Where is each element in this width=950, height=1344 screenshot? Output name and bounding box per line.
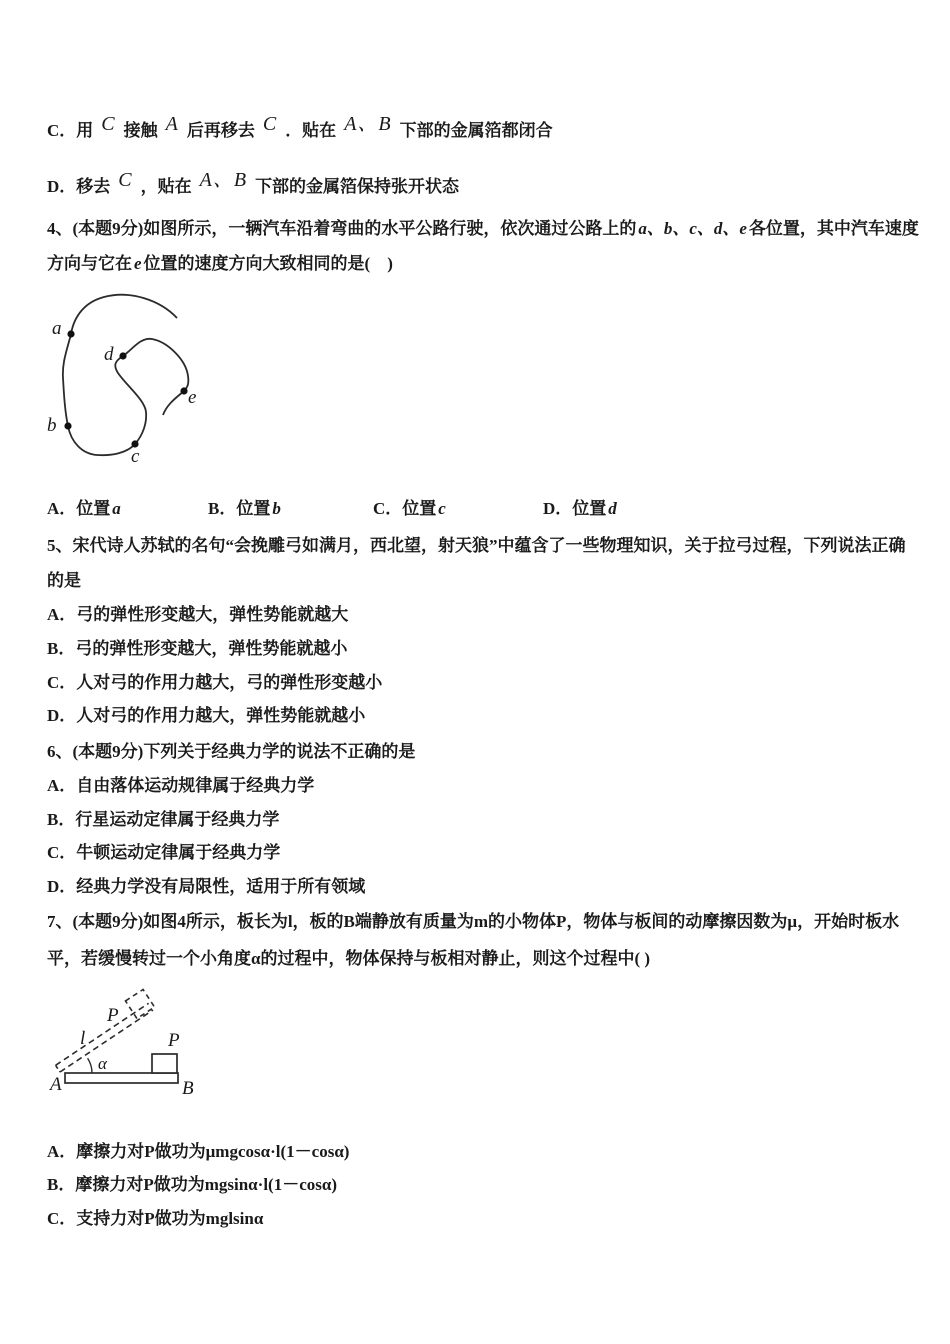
- q5-option-b: B．弓的弹性形变越大，弹性势能就越小: [47, 638, 348, 658]
- block-p-solid: [152, 1054, 177, 1073]
- block-p-dashed: [125, 989, 154, 1018]
- option-text: 位置: [76, 499, 111, 518]
- q4-options: [47, 500, 921, 520]
- q6-option-a: A．自由落体运动规律属于经典力学: [47, 775, 315, 795]
- q7-figure-board-block: [40, 985, 250, 1105]
- option-text: 下部的金属箔保持张开状态: [255, 177, 460, 196]
- label-alpha: α: [98, 1054, 107, 1073]
- variable-b: b: [272, 499, 281, 518]
- option-text: 位置: [402, 499, 437, 518]
- option-label: C．: [47, 121, 77, 140]
- q7-stem: 7、(本题9分)如图4所示，板长为l，板的B端静放有质量为m的小物体P，物体与板间的动摩擦因数为μ，开始时板水平，若缓慢转过一个小角度α的过程中，物体保持与板相对静止，则这个过程中( ): [47, 912, 900, 968]
- option-label: C．: [373, 499, 403, 518]
- variable-ab: A、B: [199, 169, 248, 191]
- variable-c: C: [101, 113, 116, 135]
- q6-option-b: B．行星运动定律属于经典力学: [47, 809, 280, 829]
- stem-text: 位置的速度方向大致相同的是( ): [143, 254, 393, 273]
- q4-option-b: [208, 500, 283, 518]
- q7-options: [47, 1135, 349, 1235]
- variable-c: c: [438, 499, 446, 518]
- q5-options: [47, 598, 382, 733]
- option-text: 接触: [123, 121, 158, 140]
- q4-option-c: [373, 500, 448, 518]
- q5-stem: 5、宋代诗人苏轼的名句“会挽雕弓如满月，西北望，射天狼”中蕴含了一些物理知识，关于拉弓过程，下列说法正确的是: [47, 536, 906, 590]
- q6-option-c: C．牛顿运动定律属于经典力学: [47, 843, 281, 863]
- option-text: 移去: [76, 177, 111, 196]
- q5-option-a: A．弓的弹性形变越大，弹性势能就越大: [47, 605, 349, 624]
- q5-option-c: C．人对弓的作用力越大，弓的弹性形变越小: [47, 672, 383, 692]
- stem-text: 4、(本题9分)如图所示，一辆汽车沿着弯曲的水平公路行驶，依次通过公路上的: [47, 219, 637, 238]
- variable-d: d: [608, 499, 617, 518]
- point-dot-d: [119, 352, 126, 359]
- incline-tip-edge: [56, 1065, 60, 1072]
- point-label-e: e: [188, 387, 197, 408]
- option-label: B．: [208, 499, 237, 518]
- variables-abcde: a、b、c、d、e: [638, 219, 747, 238]
- label-p-solid: P: [168, 1030, 180, 1051]
- q7-option-c: C．支持力对P做功为mglsinα: [47, 1208, 264, 1228]
- point-dot-a: [67, 330, 74, 337]
- option-text: 下部的金属箔都闭合: [399, 121, 553, 140]
- option-label: D．: [543, 499, 573, 518]
- variable-ab: A、B: [344, 113, 392, 135]
- point-label-d: d: [104, 344, 114, 365]
- variable-c: C: [118, 169, 133, 191]
- point-dot-b: [64, 422, 71, 429]
- q4-figure-curved-road: [40, 290, 240, 485]
- q3-option-d: [47, 167, 459, 200]
- option-text: 后再移去: [186, 121, 255, 140]
- q3-option-c: [47, 111, 553, 144]
- option-text: 用: [76, 121, 94, 140]
- label-end-b: B: [182, 1078, 194, 1099]
- stem-text: 各位置，其中汽车速度方向与它在: [47, 219, 919, 273]
- variable-a: a: [112, 499, 121, 518]
- q6-block: [47, 735, 415, 904]
- q5-option-d: D．人对弓的作用力越大，弹性势能就越小: [47, 706, 366, 726]
- variable-a: A: [165, 113, 179, 135]
- option-text: ，贴在: [140, 177, 192, 196]
- board-horizontal: [65, 1073, 178, 1083]
- q4-stem: [47, 211, 921, 281]
- point-dot-e: [180, 387, 187, 394]
- q7-option-b: B．摩擦力对P做功为mgsinα·l(1－cosα): [47, 1175, 338, 1195]
- label-p-dashed: P: [107, 1005, 119, 1026]
- variable-e: e: [134, 254, 142, 273]
- road-curve: [63, 295, 188, 455]
- label-length-l: l: [80, 1028, 86, 1049]
- option-text: 位置: [236, 499, 271, 518]
- q7-option-a: A．摩擦力对P做功为μmgcosα·l(1－cosα): [47, 1142, 350, 1161]
- option-label: A．: [47, 499, 77, 518]
- point-label-c: c: [131, 446, 140, 467]
- q4-option-a: [47, 500, 123, 518]
- q4-option-d: [543, 500, 619, 518]
- label-end-a: A: [50, 1074, 62, 1095]
- option-text: 位置: [572, 499, 607, 518]
- q6-stem: 6、(本题9分)下列关于经典力学的说法不正确的是: [47, 742, 416, 761]
- point-label-b: b: [47, 415, 57, 436]
- angle-arc: [88, 1058, 92, 1073]
- q6-option-d: D．经典力学没有局限性，适用于所有领域: [47, 877, 366, 897]
- point-label-a: a: [52, 318, 62, 339]
- variable-c: C: [262, 113, 278, 135]
- option-label: D．: [47, 177, 77, 196]
- option-text: ．贴在: [285, 121, 337, 140]
